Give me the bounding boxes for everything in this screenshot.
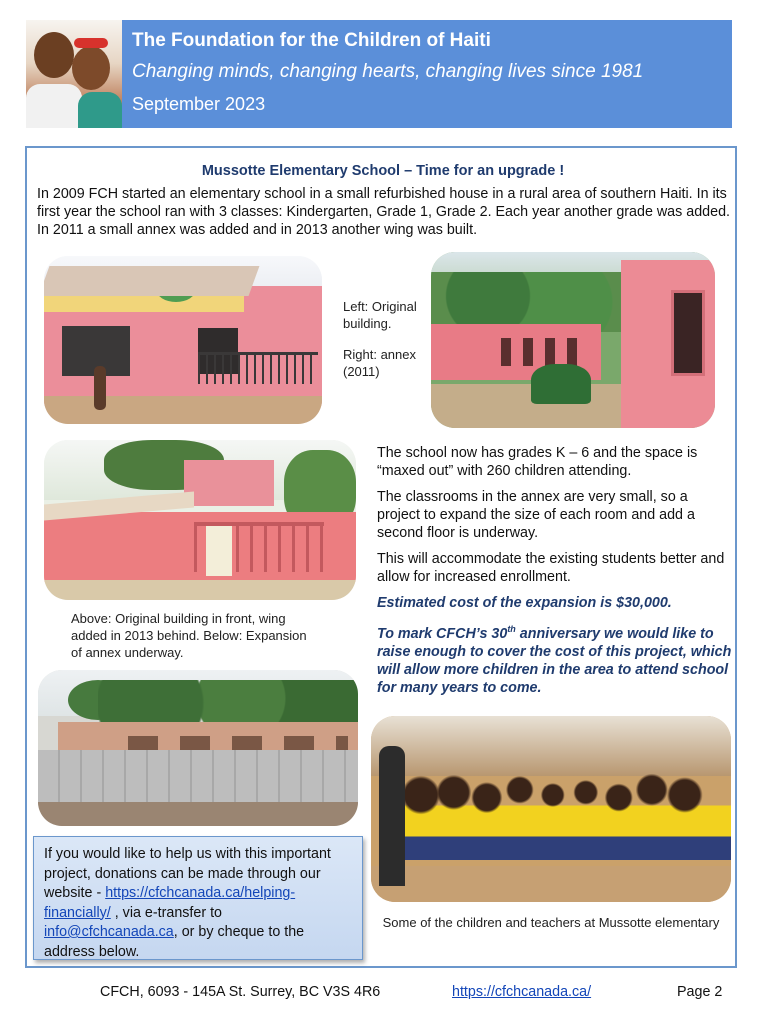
page-number: Page 2 [677, 984, 723, 1000]
article-intro: In 2009 FCH started an elementary school in a small refurbished house in a rural area of southern Haiti. In its first year the school ran with 3 classes: Kindergarten, Grade 1, Grade 2. Each year another grade was added. In 2011 a small annex was added and in 2013 another wing was built. [37, 186, 730, 238]
newsletter-header [26, 20, 732, 128]
donate-link[interactable]: https://cfchcanada.ca/helping-financially/ [44, 885, 296, 921]
children-caption: Some of the children and teachers at Mussotte elementary [382, 915, 720, 930]
anniversary-appeal: To mark CFCH’s 30th anniversary we would like to raise enough to cover the cost of this project, which will allow more children in the area to attend school for many years to come. [377, 624, 732, 696]
donate-text: , or by cheque to the address below. [44, 924, 305, 960]
cost-estimate: Estimated cost of the expansion is $30,000. [377, 595, 672, 611]
donate-text: , via e-transfer to [110, 904, 223, 921]
body-paragraph: The school now has grades K – 6 and the space is “maxed out” with 260 children attending. [377, 445, 698, 479]
article-frame [25, 146, 737, 968]
footer-address: CFCH, 6093 - 145A St. Surrey, BC V3S 4R6 [100, 984, 381, 1000]
annex-expansion-photo [38, 670, 358, 826]
caption-right: Right: annex (2011) [343, 347, 416, 379]
footer-website-link[interactable]: https://cfchcanada.ca/ [452, 984, 592, 1000]
photo-caption-middle: Above: Original building in front, wing added in 2013 behind. Below: Expansion of annex underway. [71, 611, 307, 660]
newsletter-date: September 2023 [132, 94, 266, 114]
body-paragraph: The classrooms in the annex are very small, so a project to expand the size of each room and add a second floor is underway. [377, 489, 695, 541]
photo-caption-top [343, 298, 443, 380]
donation-box [33, 836, 363, 960]
annex-photo [431, 252, 715, 428]
article-title: Mussotte Elementary School – Time for an upgrade ! [201, 163, 565, 179]
donate-text: If you would like to help us with this important project, donations can be made through our website - [44, 846, 331, 901]
body-paragraph: This will accommodate the existing students better and allow for increased enrollment. [377, 551, 725, 585]
newsletter-title: The Foundation for the Children of Haiti [132, 30, 491, 51]
page-footer [0, 984, 768, 1004]
caption-left: Left: Original building. [343, 299, 417, 331]
newsletter-tagline: Changing minds, changing hearts, changing lives since 1981 [132, 61, 644, 82]
article-body [377, 444, 733, 705]
email-link[interactable]: info@cfchcanada.ca [44, 924, 174, 940]
header-photo [26, 20, 122, 128]
original-building-photo [44, 256, 322, 424]
children-photo [371, 716, 731, 902]
header-text [132, 28, 643, 118]
original-building-front-photo [44, 440, 356, 600]
